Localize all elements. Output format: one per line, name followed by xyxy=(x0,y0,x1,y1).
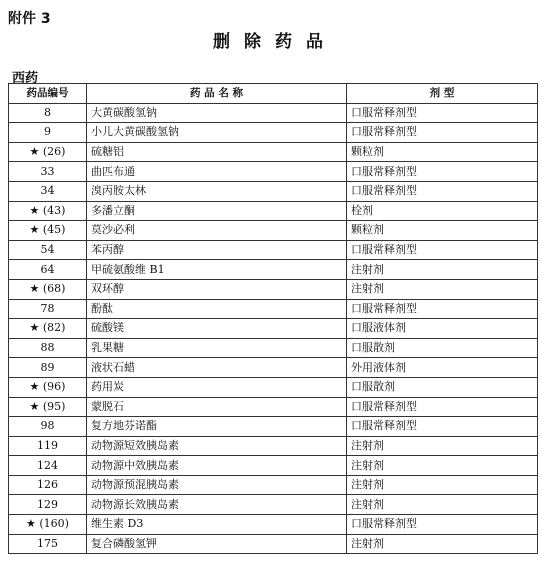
table-header-row xyxy=(9,84,538,104)
drug-name: 甲硫氨酸维 B1 xyxy=(87,260,347,280)
drug-code xyxy=(9,436,87,456)
drug-name: 双环醇 xyxy=(87,279,347,299)
dosage-form: 口服常释剂型 xyxy=(347,162,538,182)
dosage-form: 口服常释剂型 xyxy=(347,417,538,437)
dosage-form: 口服常释剂型 xyxy=(347,181,538,201)
table-row xyxy=(9,436,538,456)
table-row xyxy=(9,162,538,182)
drug-name: 动物源长效胰岛素 xyxy=(87,495,347,515)
drug-code xyxy=(9,221,87,241)
drug-code xyxy=(9,534,87,554)
table-row xyxy=(9,142,538,162)
drug-code-value: 89 xyxy=(40,360,55,374)
table-row xyxy=(9,417,538,437)
drug-code-value: 129 xyxy=(37,497,58,511)
table-row xyxy=(9,515,538,535)
drug-name: 酚酞 xyxy=(87,299,347,319)
table-row xyxy=(9,181,538,201)
star-icon: ★ xyxy=(26,517,36,531)
drug-name: 复方地芬诺酯 xyxy=(87,417,347,437)
drug-code-value: (160) xyxy=(39,517,69,531)
drug-code-value: 34 xyxy=(40,184,55,198)
table-row xyxy=(9,319,538,339)
drug-code xyxy=(9,338,87,358)
drug-code xyxy=(9,299,87,319)
drug-code-value: 33 xyxy=(40,164,55,178)
drug-name: 莫沙必利 xyxy=(87,221,347,241)
drug-code xyxy=(9,279,87,299)
drug-name: 曲匹布通 xyxy=(87,162,347,182)
dosage-form: 口服常释剂型 xyxy=(347,103,538,123)
drug-name: 硫酸镁 xyxy=(87,319,347,339)
drug-code-value: 54 xyxy=(40,243,55,257)
drug-name: 药用炭 xyxy=(87,377,347,397)
drug-name: 复合磷酸氢钾 xyxy=(87,534,347,554)
star-icon: ★ xyxy=(29,321,40,335)
star-icon: ★ xyxy=(29,282,40,296)
drug-code xyxy=(9,162,87,182)
drug-code-value: (82) xyxy=(42,321,66,335)
drug-code xyxy=(9,515,87,535)
star-icon: ★ xyxy=(29,223,40,237)
dosage-form: 注射剂 xyxy=(347,436,538,456)
table-row xyxy=(9,495,538,515)
table-row xyxy=(9,299,538,319)
dosage-form: 口服散剂 xyxy=(347,377,538,397)
table-body xyxy=(9,103,538,554)
star-icon: ★ xyxy=(29,399,40,413)
drug-code-value: (68) xyxy=(42,282,66,296)
drug-code-value: 88 xyxy=(40,341,55,355)
drug-name: 多潘立酮 xyxy=(87,201,347,221)
drug-code-value: (43) xyxy=(42,203,66,217)
table-row xyxy=(9,377,538,397)
dosage-form: 注射剂 xyxy=(347,475,538,495)
drug-code xyxy=(9,475,87,495)
dosage-form: 口服常释剂型 xyxy=(347,240,538,260)
dosage-form: 栓剂 xyxy=(347,201,538,221)
drug-code-value: 175 xyxy=(37,536,58,550)
column-header-name: 药 品 名 称 xyxy=(87,84,347,104)
drug-code xyxy=(9,240,87,260)
drug-code xyxy=(9,495,87,515)
dosage-form: 口服常释剂型 xyxy=(347,515,538,535)
drug-name: 苯丙醇 xyxy=(87,240,347,260)
drug-code xyxy=(9,377,87,397)
drug-code xyxy=(9,181,87,201)
table-row xyxy=(9,279,538,299)
drug-code-value: (45) xyxy=(42,223,66,237)
table-row xyxy=(9,358,538,378)
drug-code xyxy=(9,456,87,476)
drug-name: 动物源短效胰岛素 xyxy=(87,436,347,456)
star-icon: ★ xyxy=(29,380,40,394)
drug-code-value: 64 xyxy=(40,262,55,276)
drug-name: 动物源预混胰岛素 xyxy=(87,475,347,495)
star-icon: ★ xyxy=(29,203,40,217)
table-row xyxy=(9,123,538,143)
drug-name: 大黄碳酸氢钠 xyxy=(87,103,347,123)
drug-code xyxy=(9,142,87,162)
table-row xyxy=(9,534,538,554)
section-heading: 西药 xyxy=(12,71,39,86)
dosage-form: 注射剂 xyxy=(347,534,538,554)
drug-name: 乳果糖 xyxy=(87,338,347,358)
table-row xyxy=(9,338,538,358)
table-row xyxy=(9,475,538,495)
attachment-label: 附件 3 xyxy=(8,11,51,27)
drug-code-value: (95) xyxy=(42,399,66,413)
dosage-form: 口服散剂 xyxy=(347,338,538,358)
column-header-form: 剂 型 xyxy=(347,84,538,104)
drug-name: 小儿大黄碳酸氢钠 xyxy=(87,123,347,143)
table-row xyxy=(9,201,538,221)
table-row xyxy=(9,103,538,123)
page-title: 删除药品 xyxy=(213,32,337,52)
drug-code xyxy=(9,417,87,437)
table-row xyxy=(9,397,538,417)
dosage-form: 口服常释剂型 xyxy=(347,123,538,143)
star-icon: ★ xyxy=(29,145,40,159)
dosage-form: 颗粒剂 xyxy=(347,221,538,241)
drug-name: 蒙脱石 xyxy=(87,397,347,417)
table-row xyxy=(9,221,538,241)
dosage-form: 注射剂 xyxy=(347,495,538,515)
drug-code-value: 119 xyxy=(37,438,58,452)
drug-code xyxy=(9,103,87,123)
drug-name: 硫糖铝 xyxy=(87,142,347,162)
table-row xyxy=(9,260,538,280)
dosage-form: 口服常释剂型 xyxy=(347,397,538,417)
dosage-form: 注射剂 xyxy=(347,260,538,280)
dosage-form: 注射剂 xyxy=(347,279,538,299)
drug-code xyxy=(9,260,87,280)
drug-code-value: 78 xyxy=(40,301,55,315)
dosage-form: 颗粒剂 xyxy=(347,142,538,162)
column-header-code: 药品编号 xyxy=(9,84,87,104)
drug-code xyxy=(9,201,87,221)
deleted-drugs-table xyxy=(8,83,538,554)
dosage-form: 口服常释剂型 xyxy=(347,299,538,319)
drug-code-value: 126 xyxy=(37,478,58,492)
drug-code-value: 98 xyxy=(40,419,55,433)
drug-name: 维生素 D3 xyxy=(87,515,347,535)
drug-code xyxy=(9,358,87,378)
drug-code xyxy=(9,123,87,143)
drug-code xyxy=(9,397,87,417)
dosage-form: 外用液体剂 xyxy=(347,358,538,378)
drug-name: 液状石蜡 xyxy=(87,358,347,378)
drug-code-value: 9 xyxy=(44,125,51,139)
drug-code-value: (26) xyxy=(42,145,66,159)
table-row xyxy=(9,456,538,476)
drug-code-value: 124 xyxy=(37,458,58,472)
drug-name: 溴丙胺太林 xyxy=(87,181,347,201)
table-row xyxy=(9,240,538,260)
dosage-form: 口服液体剂 xyxy=(347,319,538,339)
drug-name: 动物源中效胰岛素 xyxy=(87,456,347,476)
drug-code-value: 8 xyxy=(44,105,51,119)
dosage-form: 注射剂 xyxy=(347,456,538,476)
drug-code xyxy=(9,319,87,339)
drug-code-value: (96) xyxy=(42,380,66,394)
